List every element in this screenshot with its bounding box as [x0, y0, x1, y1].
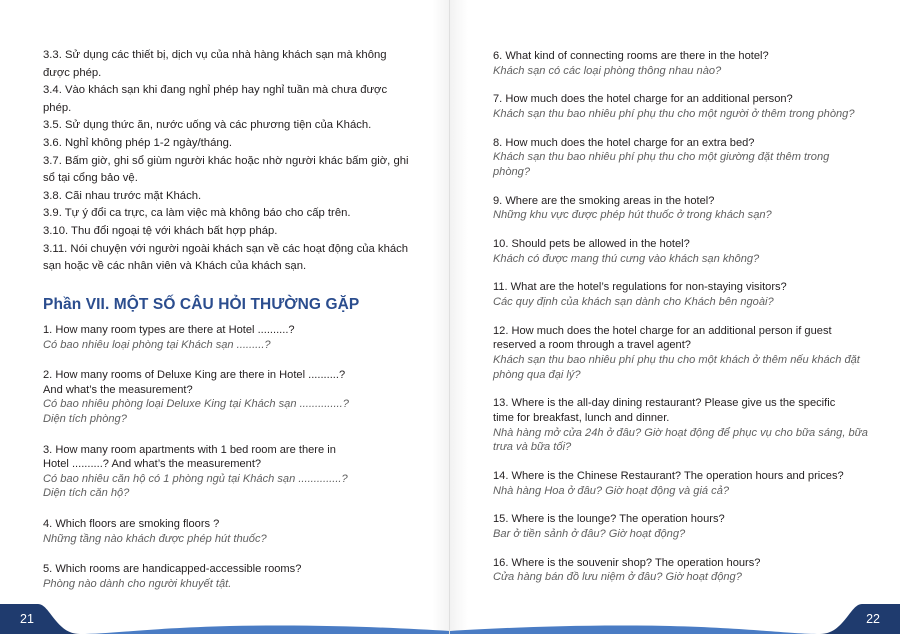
page-number: 22 [866, 612, 880, 626]
faq-question: 14. Where is the Chinese Restaurant? The operation hours and prices? [493, 469, 844, 482]
faq-question: 1. How many room types are there at Hotel ..........? [43, 324, 295, 336]
right-page [450, 0, 900, 634]
faq-answer: Nhà hàng Hoa ở đâu? Giờ hoạt động và giá cả? [493, 484, 730, 497]
faq-question: 12. How much does the hotel charge for an additional person if guest [493, 324, 832, 337]
faq-answer: Có bao nhiêu phòng loại Deluxe King tại Khách sạn ..............? [43, 398, 349, 411]
rule-item: 3.10. Thu đổi ngoại tệ với khách bất hợp pháp. [43, 224, 278, 237]
faq-item [493, 556, 868, 585]
faq-answer: Khách sạn có các loại phòng thông nhau nào? [493, 64, 722, 77]
rule-item: 3.5. Sử dụng thức ăn, nước uống và các phương tiện của Khách. [43, 119, 372, 132]
faq-item [43, 443, 415, 501]
faq-answer: Nhà hàng mở cửa 24h ở đâu? Giờ hoạt động để phục vụ cho bữa sáng, bữa [493, 426, 868, 439]
faq-answer: Có bao nhiêu căn hộ có 1 phòng ngủ tại Khách sạn ..............? [43, 472, 348, 485]
faq-item [43, 562, 415, 591]
faq-item [493, 136, 868, 180]
faq-answer: Có bao nhiêu loại phòng tại Khách sạn .........? [43, 338, 271, 351]
faq-answer: trưa và bữa tối? [493, 441, 572, 454]
faq-item [493, 237, 868, 266]
faq-item [493, 512, 868, 541]
faq-answer: Diện tích căn hộ? [43, 487, 130, 500]
page-gutter-shadow [432, 0, 450, 634]
faq-answer: Khách sạn thu bao nhiêu phí phụ thu cho một khách ở thêm nếu khách đặt [493, 354, 860, 367]
faq-question: 13. Where is the all-day dining restaurant? Please give us the specific [493, 397, 836, 410]
faq-question: reserved a room through a travel agent? [493, 339, 691, 352]
faq-item [43, 368, 415, 426]
faq-item [43, 323, 415, 352]
faq-item [493, 324, 868, 382]
faq-question: 6. What kind of connecting rooms are there in the hotel? [493, 50, 769, 62]
faq-question: 16. Where is the souvenir shop? The operation hours? [493, 556, 761, 569]
faq-question: 9. Where are the smoking areas in the hotel? [493, 194, 715, 207]
rule-item: 3.11. Nói chuyện với người ngoài khách sạn về các hoạt động của khách sạn hoặc về các nhân viên và Khách của khách sạn. [43, 242, 409, 273]
footer-wave-graphic [0, 604, 450, 634]
faq-item [493, 469, 868, 498]
faq-answer: Những tầng nào khách được phép hút thuốc? [43, 532, 267, 545]
rule-item: 3.3. Sử dụng các thiết bị, dịch vụ của nhà hàng khách sạn mà không được phép. [43, 49, 387, 79]
rule-item: 3.9. Tự ý đổi ca trực, ca làm việc mà không báo cho cấp trên. [43, 207, 351, 220]
faq-question: 7. How much does the hotel charge for an additional person? [493, 93, 793, 106]
faq-question: 15. Where is the lounge? The operation hours? [493, 513, 725, 526]
footer-band-right [450, 604, 900, 634]
faq-answer: Diện tích phòng? [43, 412, 127, 425]
faq-list-left [43, 323, 415, 607]
faq-answer: Những khu vực được phép hút thuốc ở trong khách sạn? [493, 209, 772, 222]
page-number: 21 [20, 612, 34, 626]
faq-answer: Khách sạn thu bao nhiêu phí phụ thu cho một giường đặt thêm trong phòng? [493, 151, 830, 178]
section-title: Phần VII. MỘT SỐ CÂU HỎI THƯỜNG GẶP [43, 296, 360, 313]
faq-question: Hotel ..........? And what’s the measurement? [43, 458, 262, 471]
faq-question: 3. How many room apartments with 1 bed room are there in [43, 443, 336, 456]
faq-list-right [493, 49, 868, 599]
faq-question: 11. What are the hotel’s regulations for non-staying visitors? [493, 281, 787, 294]
faq-answer: phòng qua đại lý? [493, 368, 581, 381]
faq-question: 2. How many rooms of Deluxe King are there in Hotel ..........? [43, 369, 346, 382]
rule-item: 3.7. Bấm giờ, ghi sổ giùm người khác hoặc nhờ người khác bấm giờ, ghi sổ tại cổng bảo vệ. [43, 154, 409, 185]
faq-question: And what’s the measurement? [43, 383, 193, 396]
faq-question: time for breakfast, lunch and dinner. [493, 412, 670, 424]
faq-answer: Cửa hàng bán đồ lưu niệm ở đâu? Giờ hoạt động? [493, 571, 742, 584]
faq-item [493, 396, 868, 454]
faq-answer: Phòng nào dành cho người khuyết tật. [43, 577, 232, 590]
rule-item: 3.6. Nghỉ không phép 1-2 ngày/tháng. [43, 136, 233, 149]
footer-band-left [0, 604, 450, 634]
faq-question: 5. Which rooms are handicapped-accessible rooms? [43, 563, 302, 576]
rule-item: 3.4. Vào khách sạn khi đang nghỉ phép hay nghỉ tuần mà chưa được phép. [43, 84, 388, 114]
footer-wave-graphic [450, 604, 900, 634]
faq-item [493, 92, 868, 121]
rule-item: 3.8. Cãi nhau trước mặt Khách. [43, 189, 202, 202]
faq-answer: Khách có được mang thú cưng vào khách sạn không? [493, 252, 760, 265]
page-gutter-shadow [450, 0, 468, 634]
faq-answer: Các quy định của khách sạn dành cho Khách bên ngoài? [493, 296, 774, 309]
faq-item [493, 280, 868, 309]
faq-question: 8. How much does the hotel charge for an extra bed? [493, 136, 755, 149]
faq-item [493, 194, 868, 223]
faq-answer: Bar ở tiền sảnh ở đâu? Giờ hoạt động? [493, 527, 686, 540]
faq-answer: Khách sạn thu bao nhiêu phí phụ thu cho một người ở thêm trong phòng? [493, 107, 855, 120]
faq-question: 4. Which floors are smoking floors ? [43, 517, 220, 530]
faq-question: 10. Should pets be allowed in the hotel? [493, 238, 690, 251]
faq-item [493, 49, 868, 78]
faq-item [43, 517, 415, 546]
rules-list [43, 47, 415, 276]
